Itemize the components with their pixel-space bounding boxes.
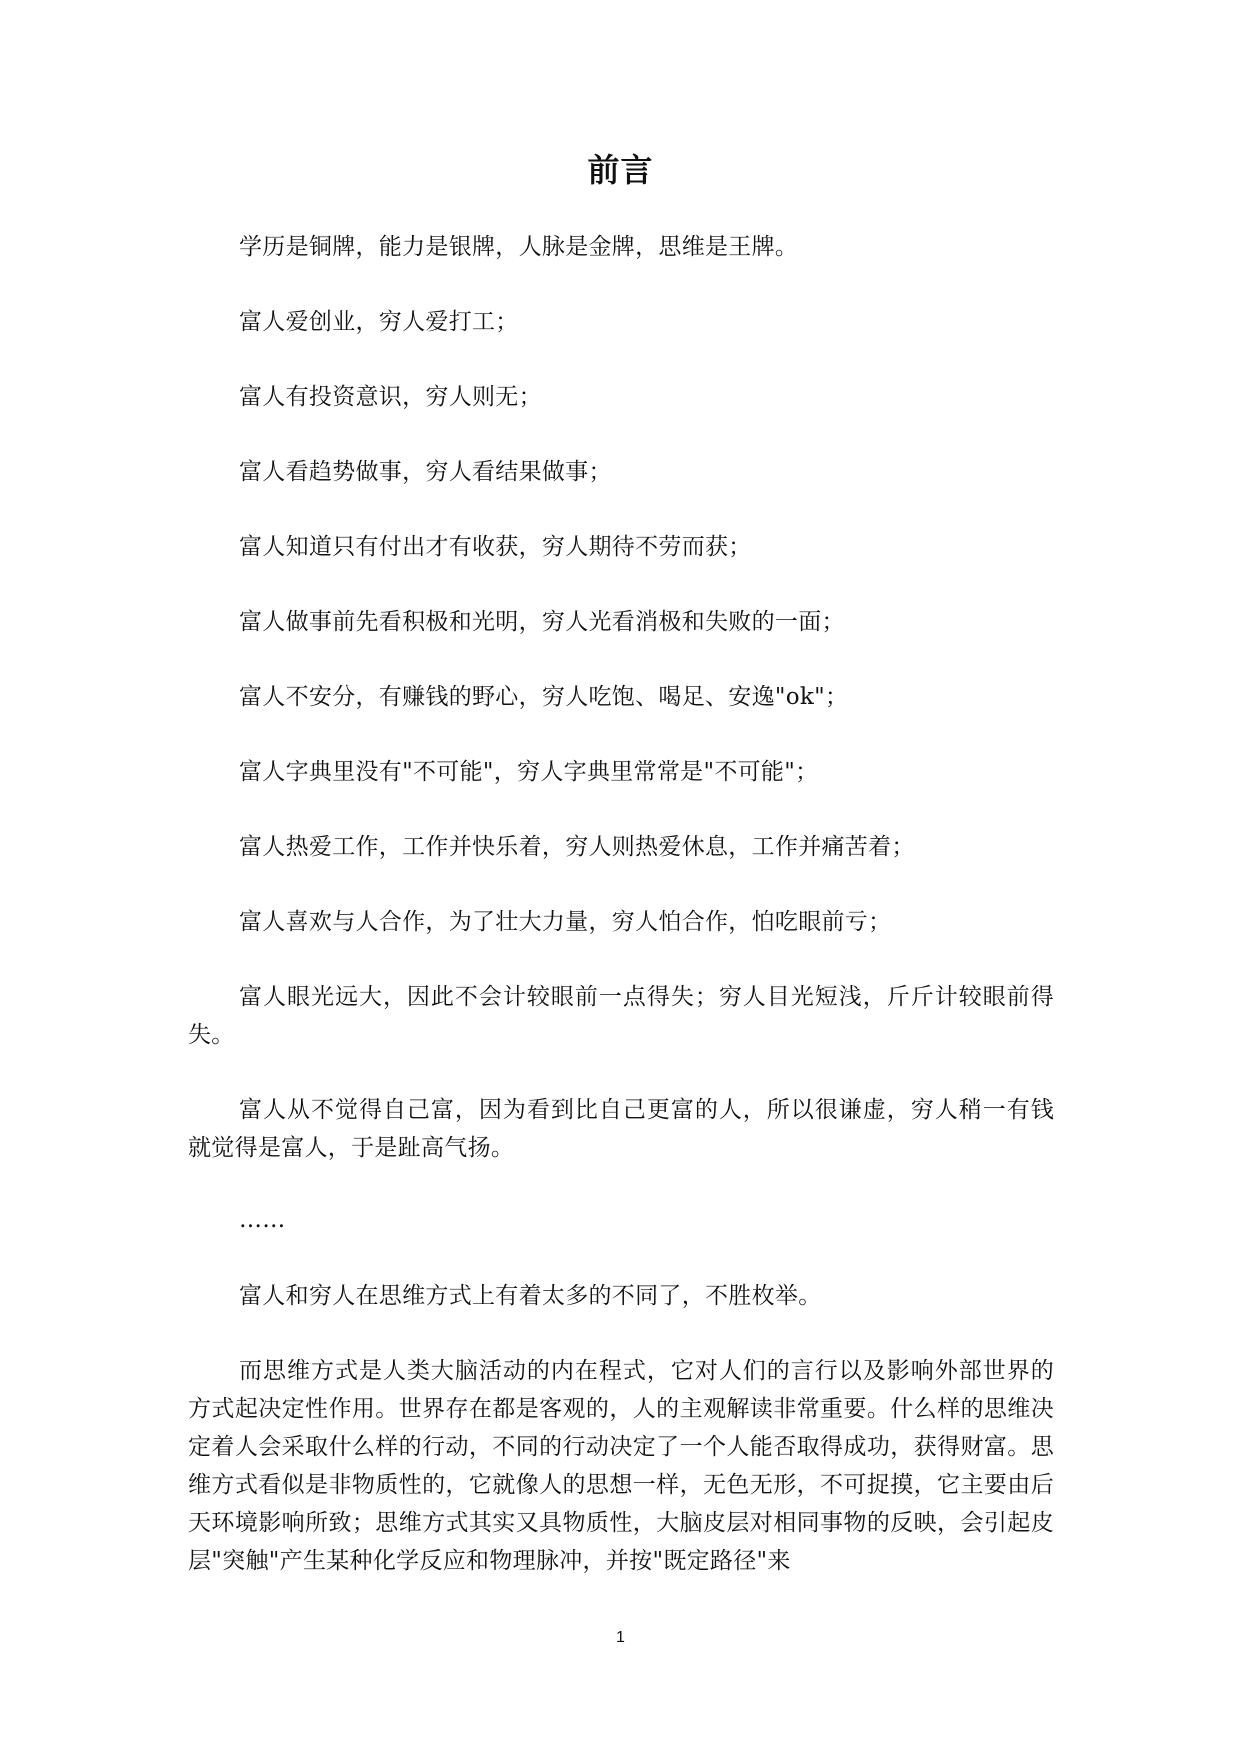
- paragraph: 富人眼光远大，因此不会计较眼前一点得失；穷人目光短浅，斤斤计较眼前得失。: [188, 984, 1054, 1048]
- ellipsis-paragraph: ……: [239, 1207, 286, 1233]
- paragraph: 富人做事前先看积极和光明，穷人光看消极和失败的一面；: [239, 609, 845, 635]
- paragraph: 富人知道只有付出才有收获，穷人期待不劳而获；: [239, 534, 752, 560]
- page-title: 前言: [587, 151, 654, 189]
- paragraph: 富人从不觉得自己富，因为看到比自己更富的人，所以很谦虚，穷人稍一有钱就觉得是富人，于是趾高气扬。: [188, 1097, 1054, 1161]
- paragraph: 富人看趋势做事，穷人看结果做事；: [239, 459, 612, 485]
- paragraph: 富人字典里没有"不可能"，穷人字典里常常是"不可能"；: [239, 759, 819, 785]
- page-number: 1: [616, 1629, 625, 1646]
- paragraph: 而思维方式是人类大脑活动的内在程式，它对人们的言行以及影响外部世界的方式起决定性作用。世界存在都是客观的，人的主观解读非常重要。什么样的思维决定着人会采取什么样的行动，不同的行动决定了一个人能否取得成功，获得财富。思维方式看似是非物质性的，它就像人的思想一样，无色无形，不可捉摸，它主要由后天环境影响所致；思维方式其实又具物质性，大脑皮层对相同事物的反映，会引起皮层"突触"产生某种化学反应和物理脉冲，并按"既定路径"来: [188, 1358, 1054, 1574]
- paragraph: 富人有投资意识，穷人则无；: [239, 384, 542, 410]
- paragraph: 富人喜欢与人合作，为了壮大力量，穷人怕合作，怕吃眼前亏；: [239, 909, 892, 935]
- paragraph: 富人热爱工作，工作并快乐着，穷人则热爱休息，工作并痛苦着；: [239, 834, 915, 860]
- paragraph: 富人爱创业，穷人爱打工；: [239, 309, 519, 335]
- paragraph: 富人和穷人在思维方式上有着太多的不同了，不胜枚举。: [239, 1283, 822, 1309]
- paragraph: 学历是铜牌，能力是银牌，人脉是金牌，思维是王牌。: [239, 234, 799, 260]
- paragraph: 富人不安分，有赚钱的野心，穷人吃饱、喝足、安逸"ok"；: [239, 684, 849, 710]
